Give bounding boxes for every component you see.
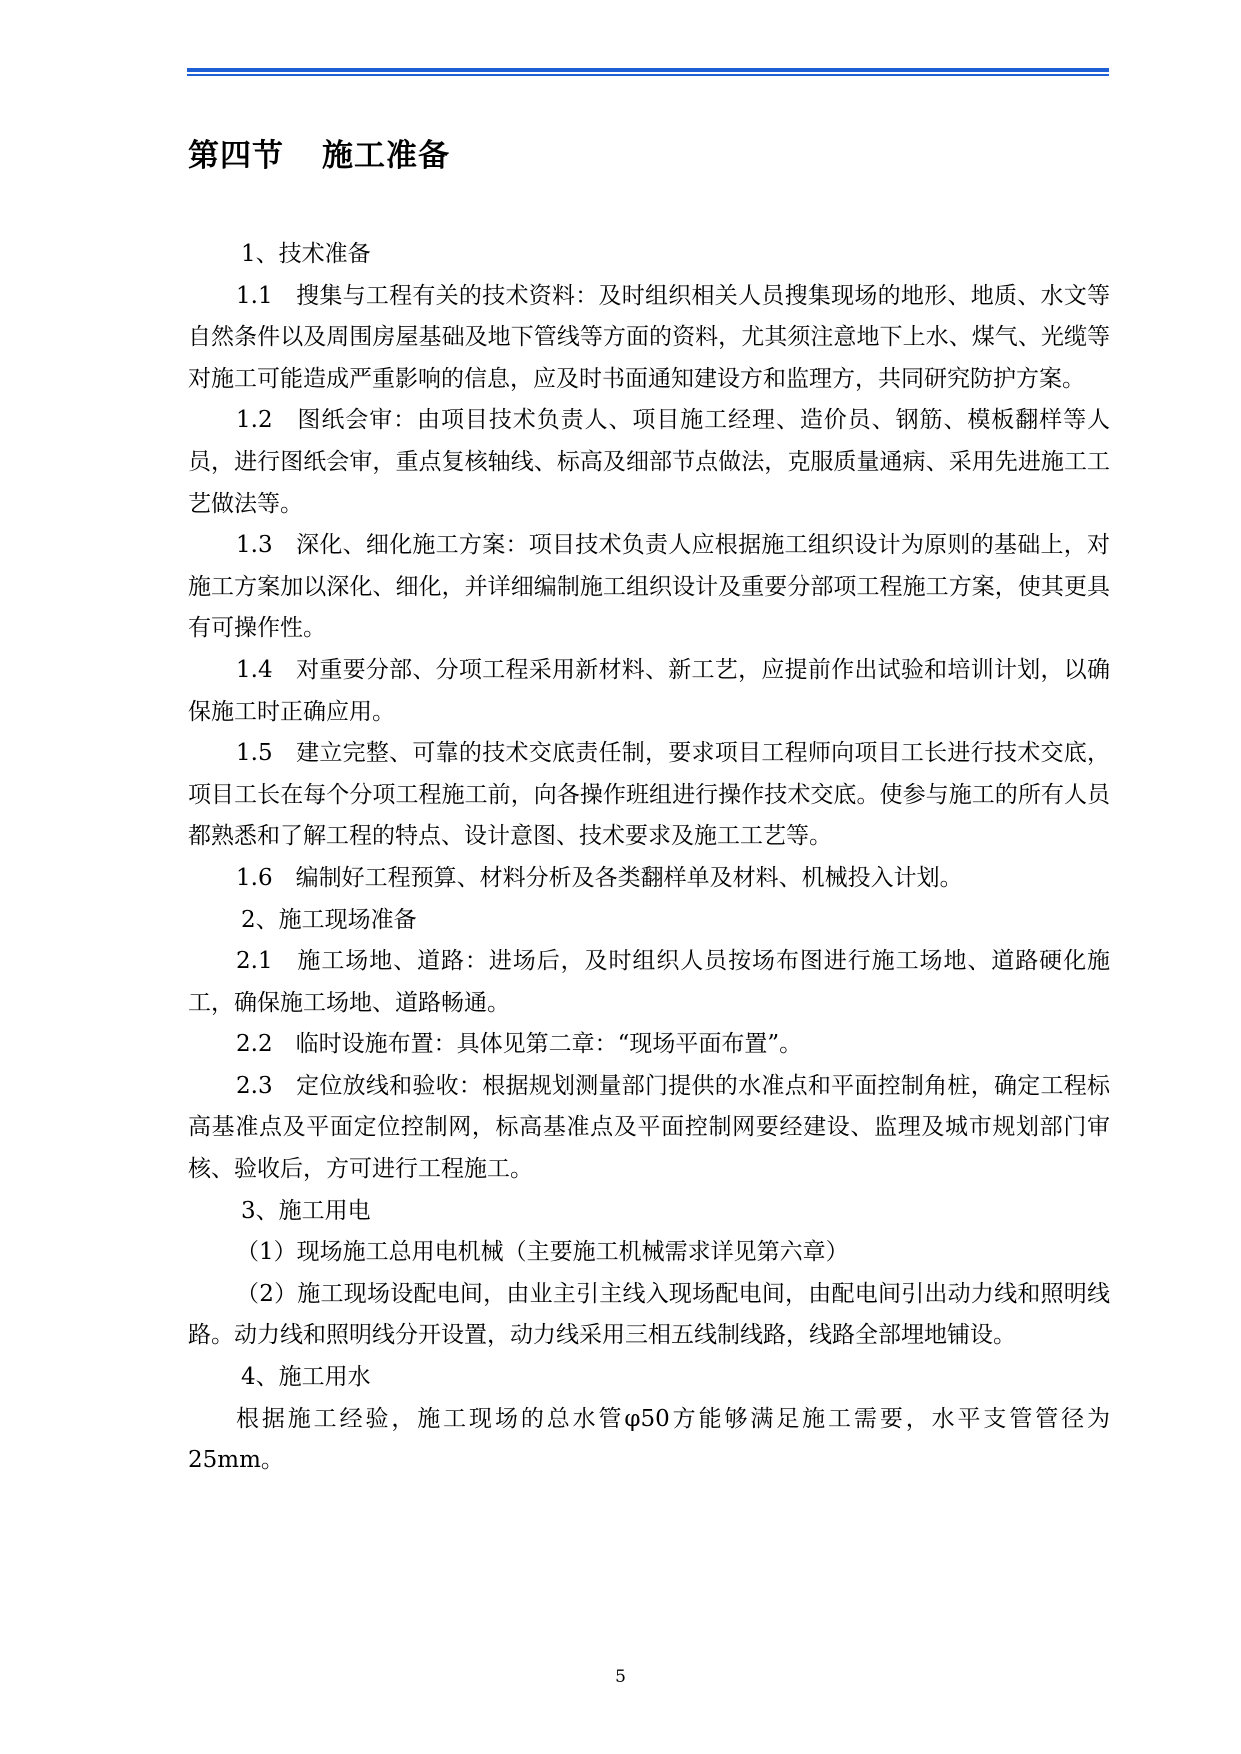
page-number: 5	[615, 1667, 626, 1687]
heading-water: 4、施工用水	[241, 1364, 371, 1391]
paragraph-1-1: 1.1 搜集与工程有关的技术资料：及时组织相关人员搜集现场的地形、地质、水文等自然条件以及周围房屋基础及地下管线等方面的资料，尤其须注意地下上水、煤气、光缆等对施工可能造成严重影响的信息，应及时书面通知建设方和监理方，共同研究防护方案。	[188, 282, 1110, 392]
paragraph-1-6: 1.6 编制好工程预算、材料分析及各类翻样单及材料、机械投入计划。	[236, 864, 963, 891]
header-rule	[187, 68, 1109, 76]
paragraph-2-1: 2.1 施工场地、道路：进场后，及时组织人员按场布图进行施工场地、道路硬化施工，确保施工场地、道路畅通。	[188, 948, 1110, 1016]
paragraph-1-2: 1.2 图纸会审：由项目技术负责人、项目施工经理、造价员、钢筋、模板翻样等人员，进行图纸会审，重点复核轴线、标高及细部节点做法，克服质量通病、采用先进施工工艺做法等。	[188, 407, 1110, 517]
paragraph-2-3: 2.3 定位放线和验收：根据规划测量部门提供的水准点和平面控制角桩，确定工程标高基准点及平面定位控制网，标高基准点及平面控制网要经建设、监理及城市规划部门审核、验收后，方可进行工程施工。	[188, 1072, 1110, 1183]
paragraph-1-3: 1.3 深化、细化施工方案：项目技术负责人应根据施工组织设计为原则的基础上，对施工方案加以深化、细化，并详细编制施工组织设计及重要分部项工程施工方案，使其更具有可操作性。	[188, 532, 1110, 642]
paragraph-4-1: 根据施工经验，施工现场的总水管φ50方能够满足施工需要，水平支管管径为25mm。	[188, 1405, 1110, 1474]
heading-site-prep: 2、施工现场准备	[241, 906, 417, 933]
heading-power: 3、施工用电	[241, 1197, 371, 1224]
section-name: 施工准备	[322, 138, 450, 174]
document-body	[188, 234, 1110, 1482]
heading-technical-prep: 1、技术准备	[241, 241, 371, 267]
header-rule-thin-line	[187, 74, 1109, 76]
section-title	[188, 138, 450, 175]
section-number: 第四节	[188, 138, 284, 174]
paragraph-1-4: 1.4 对重要分部、分项工程采用新材料、新工艺，应提前作出试验和培训计划，以确保施工时正确应用。	[188, 656, 1110, 725]
paragraph-2-2: 2.2 临时设施布置：具体见第二章：“现场平面布置”。	[236, 1031, 803, 1058]
paragraph-3-1: （1）现场施工总用电机械（主要施工机械需求详见第六章）	[236, 1239, 849, 1266]
paragraph-3-2: （2）施工现场设配电间，由业主引主线入现场配电间，由配电间引出动力线和照明线路。动力线和照明线分开设置，动力线采用三相五线制线路，线路全部埋地铺设。	[188, 1280, 1110, 1349]
paragraph-1-5: 1.5 建立完整、可靠的技术交底责任制，要求项目工程师向项目工长进行技术交底，项目工长在每个分项工程施工前，向各操作班组进行操作技术交底。使参与施工的所有人员都熟悉和了解工程的特点、设计意图、技术要求及施工工艺等。	[188, 740, 1110, 850]
